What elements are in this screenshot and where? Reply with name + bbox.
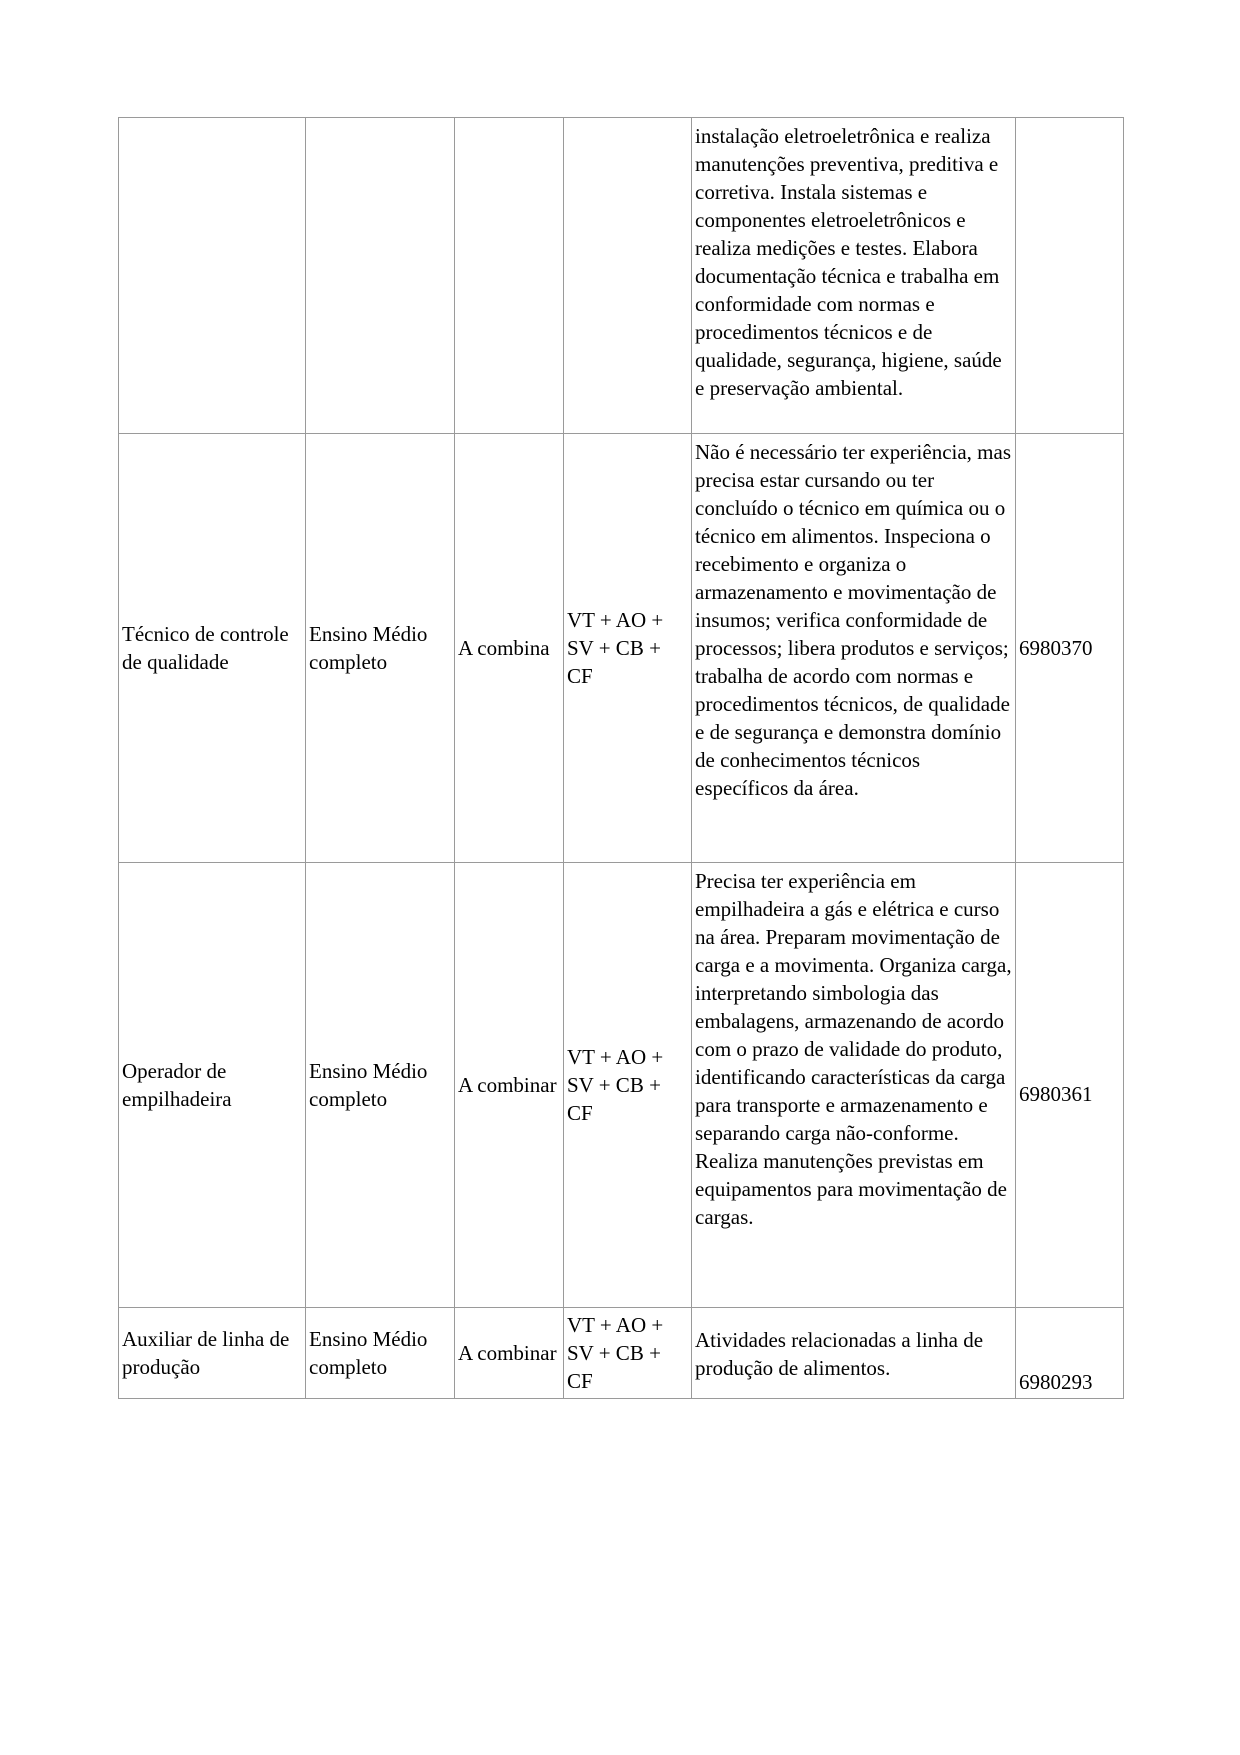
- descricao-cell: Não é necessário ter experiência, mas precisa estar cursando ou ter concluído o técnico em química ou o técnico em alimentos. Inspeciona o recebimento e organiza o armazenamento e movimentação de insumos; verifica conformidade de processos; libera produtos e serviços; trabalha de acordo com normas e procedimentos técnicos, de qualidade e de segurança e demonstra domínio de conhecimentos técnicos específicos da área.: [692, 434, 1016, 863]
- cargo-cell: Auxiliar de linha de produção: [119, 1308, 306, 1399]
- job-listings-table: [118, 117, 1124, 1399]
- descricao-cell: instalação eletroeletrônica e realiza manutenções preventiva, preditiva e corretiva. Instala sistemas e componentes eletroeletrônicos e realiza medições e testes. Elabora documentação técnica e trabalha em conformidade com normas e procedimentos técnicos e de qualidade, segurança, higiene, saúde e preservação ambiental.: [692, 118, 1016, 434]
- codigo-cell: 6980293: [1016, 1308, 1124, 1399]
- salario-cell: A combinar: [455, 863, 564, 1308]
- codigo-cell: 6980370: [1016, 434, 1124, 863]
- escolaridade-cell: Ensino Médio completo: [306, 434, 455, 863]
- salario-cell-empty: [455, 118, 564, 434]
- cargo-cell: Operador de empilhadeira: [119, 863, 306, 1308]
- beneficios-cell: VT + AO + SV + CB + CF: [564, 863, 692, 1308]
- codigo-cell-empty: [1016, 118, 1124, 434]
- salario-cell: A combina: [455, 434, 564, 863]
- descricao-cell: Precisa ter experiência em empilhadeira a gás e elétrica e curso na área. Preparam movimentação de carga e a movimenta. Organiza carga, interpretando simbologia das embalagens, armazenando de acordo com o prazo de validade do produto, identificando características da carga para transporte e armazenamento e separando carga não-conforme. Realiza manutenções previstas em equipamentos para movimentação de cargas.: [692, 863, 1016, 1308]
- table-row: [119, 1308, 1124, 1399]
- beneficios-cell: VT + AO + SV + CB + CF: [564, 434, 692, 863]
- descricao-cell: Atividades relacionadas a linha de produção de alimentos.: [692, 1308, 1016, 1399]
- cargo-cell-empty: [119, 118, 306, 434]
- beneficios-cell: VT + AO + SV + CB + CF: [564, 1308, 692, 1399]
- cargo-cell: Técnico de controle de qualidade: [119, 434, 306, 863]
- escolaridade-cell: Ensino Médio completo: [306, 863, 455, 1308]
- escolaridade-cell-empty: [306, 118, 455, 434]
- table-row: [119, 434, 1124, 863]
- codigo-cell: 6980361: [1016, 863, 1124, 1308]
- table-row-continuation: [119, 118, 1124, 434]
- table-row: [119, 863, 1124, 1308]
- beneficios-cell-empty: [564, 118, 692, 434]
- escolaridade-cell: Ensino Médio completo: [306, 1308, 455, 1399]
- salario-cell: A combinar: [455, 1308, 564, 1399]
